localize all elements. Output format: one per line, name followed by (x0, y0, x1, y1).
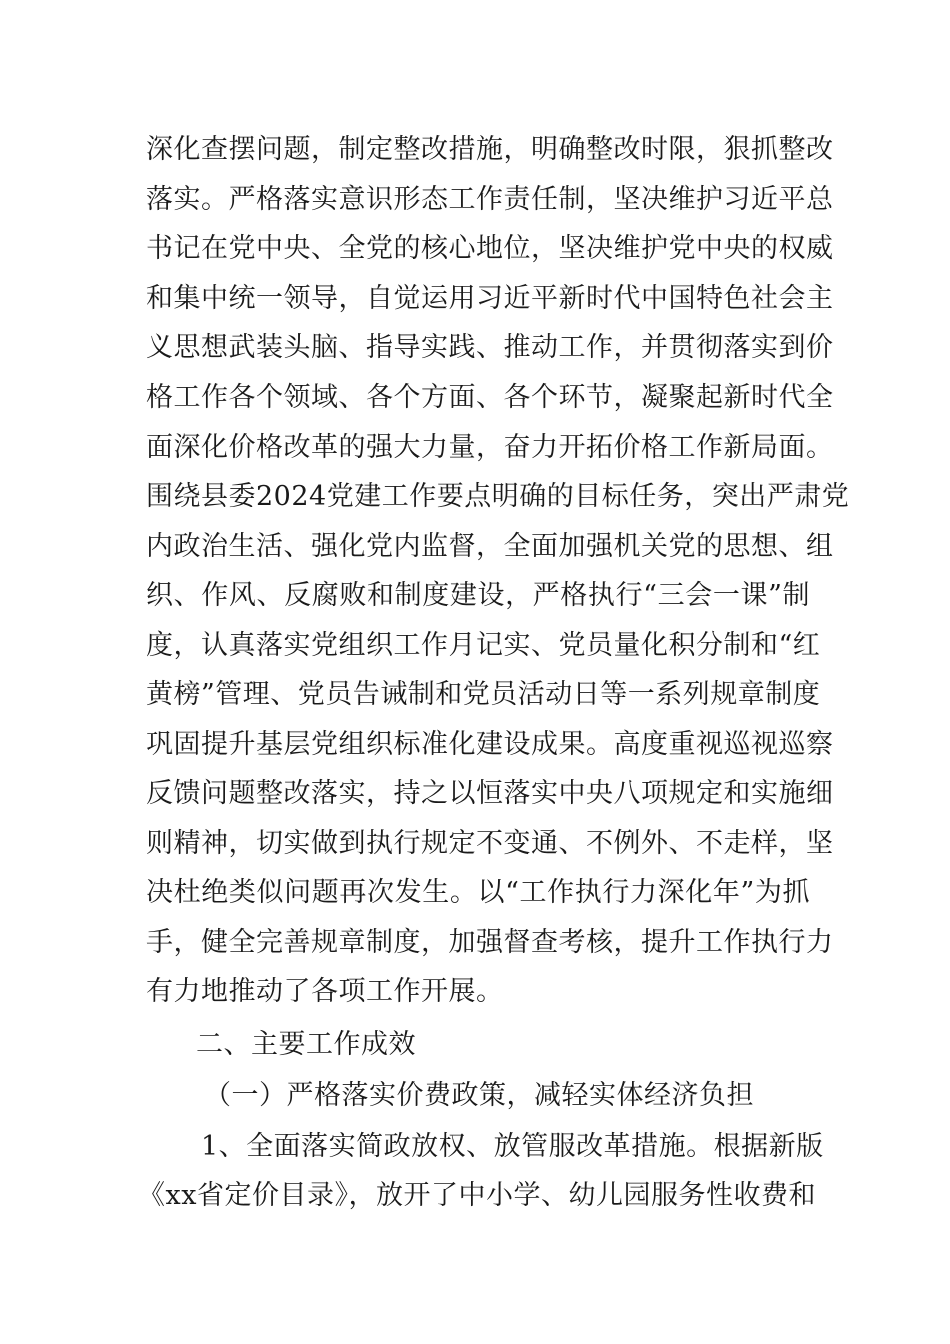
body-line: 巩固提升基层党组织标准化建设成果。高度重视巡视巡察 (146, 729, 834, 760)
body-line: 面深化价格改革的强大力量，奋力开拓价格工作新局面。 (146, 432, 834, 463)
body-line: 内政治生活、强化党内监督，全面加强机关党的思想、组 (146, 531, 834, 562)
body-line: 有力地推动了各项工作开展。 (146, 976, 504, 1007)
subsection-heading: （一）严格落实价费政策，减轻实体经济负担 (204, 1080, 754, 1111)
body-line: 格工作各个领域、各个方面、各个环节，凝聚起新时代全 (146, 382, 834, 413)
body-line: 深化查摆问题，制定整改措施，明确整改时限，狠抓整改 (146, 134, 834, 165)
body-line: 落实。严格落实意识形态工作责任制，坚决维护习近平总 (146, 184, 834, 215)
body-line: 反馈问题整改落实，持之以恒落实中央八项规定和实施细 (146, 778, 834, 809)
body-line: 义思想武装头脑、指导实践、推动工作，并贯彻落实到价 (146, 332, 834, 363)
item-line: 《xx省定价目录》，放开了中小学、幼儿园服务性收费和 (138, 1180, 816, 1211)
body-line: 手，健全完善规章制度，加强督查考核，提升工作执行力 (146, 927, 834, 958)
item-line: 1、全面落实简政放权、放管服改革措施。根据新版 (201, 1131, 824, 1162)
body-line: 则精神，切实做到执行规定不变通、不例外、不走样，坚 (146, 828, 834, 859)
body-line: 和集中统一领导，自觉运用习近平新时代中国特色社会主 (146, 283, 834, 314)
body-line: 度，认真落实党组织工作月记实、党员量化积分制和“红 (146, 630, 821, 661)
body-line: 书记在党中央、全党的核心地位，坚决维护党中央的权威 (146, 233, 834, 264)
body-line: 织、作风、反腐败和制度建设，严格执行“三会一课”制 (146, 580, 810, 611)
body-line: 围绕县委2024党建工作要点明确的目标任务，突出严肃党 (146, 481, 850, 512)
body-line: 黄榜”管理、党员告诫制和党员活动日等一系列规章制度 (146, 679, 821, 710)
body-line: 决杜绝类似问题再次发生。以“工作执行力深化年”为抓 (146, 877, 810, 908)
section-heading: 二、主要工作成效 (196, 1029, 416, 1060)
